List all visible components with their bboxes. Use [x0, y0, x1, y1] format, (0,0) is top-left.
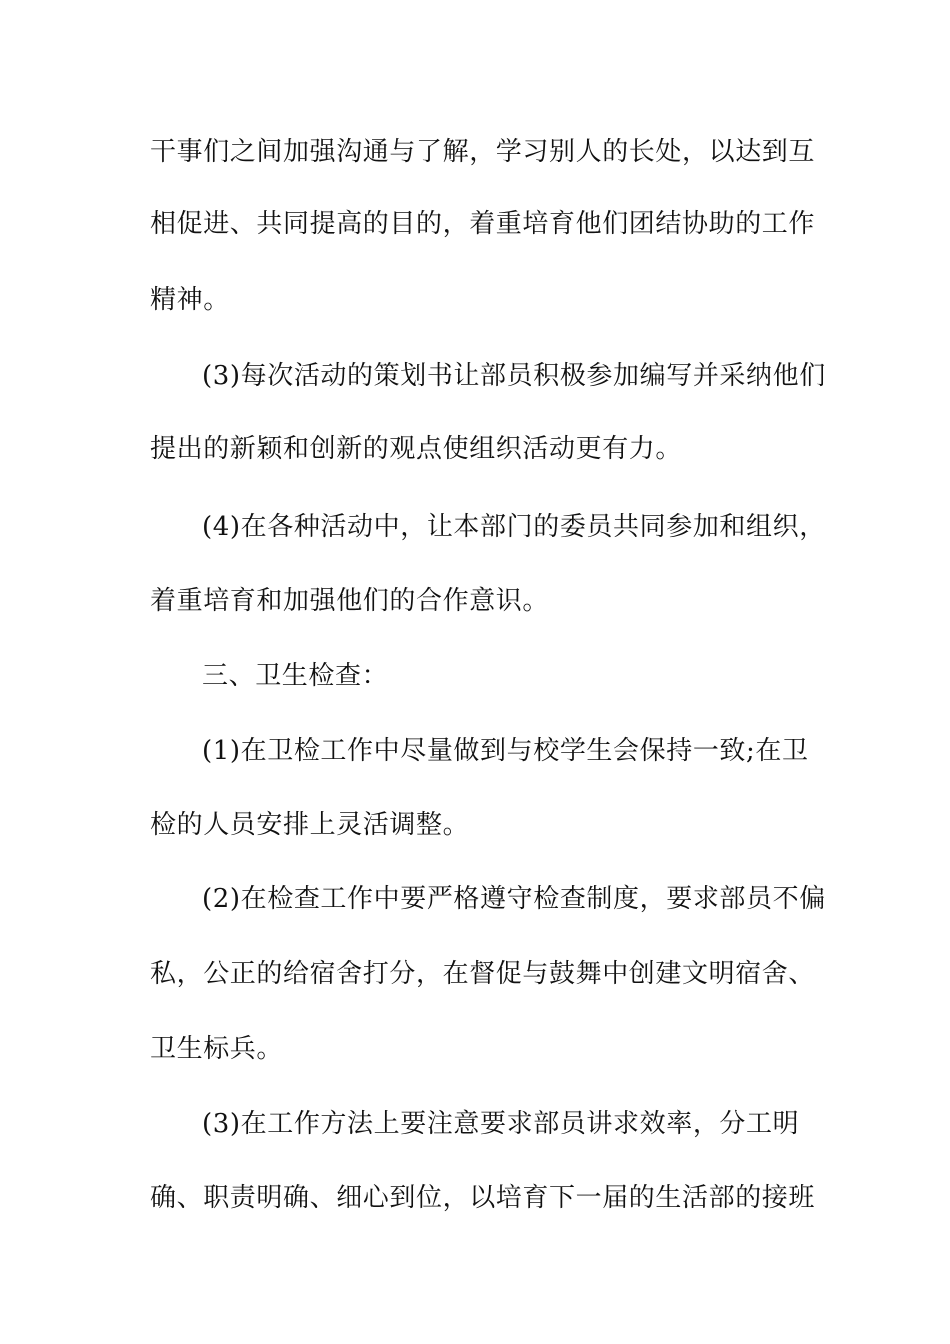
- paragraph-line: 私，公正的给宿舍打分，在督促与鼓舞中创建文明宿舍、: [150, 959, 816, 989]
- paragraph-line: 检的人员安排上灵活调整。: [150, 810, 470, 840]
- paragraph-line: (4)在各种活动中，让本部门的委员共同参加和组织，: [202, 512, 826, 542]
- paragraph-line: 干事们之间加强沟通与了解，学习别人的长处，以达到互: [150, 137, 816, 167]
- paragraph-line: 着重培育和加强他们的合作意识。: [150, 586, 550, 616]
- paragraph-line: (1)在卫检工作中尽量做到与校学生会保持一致;在卫: [202, 736, 809, 766]
- paragraph-line: 确、职责明确、细心到位，以培育下一届的生活部的接班: [150, 1183, 816, 1213]
- paragraph-line: (3)每次活动的策划书让部员积极参加编写并采纳他们: [202, 361, 826, 391]
- paragraph-line: (3)在工作方法上要注意要求部员讲求效率，分工明: [202, 1109, 800, 1139]
- paragraph-line: 提出的新颖和创新的观点使组织活动更有力。: [150, 434, 683, 464]
- paragraph-line: 卫生标兵。: [150, 1034, 284, 1064]
- paragraph-line: 相促进、共同提高的目的，着重培育他们团结协助的工作: [150, 209, 816, 239]
- paragraph-line: (2)在检查工作中要严格遵守检查制度，要求部员不偏: [202, 884, 826, 914]
- paragraph-line: 精神。: [150, 285, 230, 315]
- section-heading: 三、卫生检查：: [202, 661, 389, 691]
